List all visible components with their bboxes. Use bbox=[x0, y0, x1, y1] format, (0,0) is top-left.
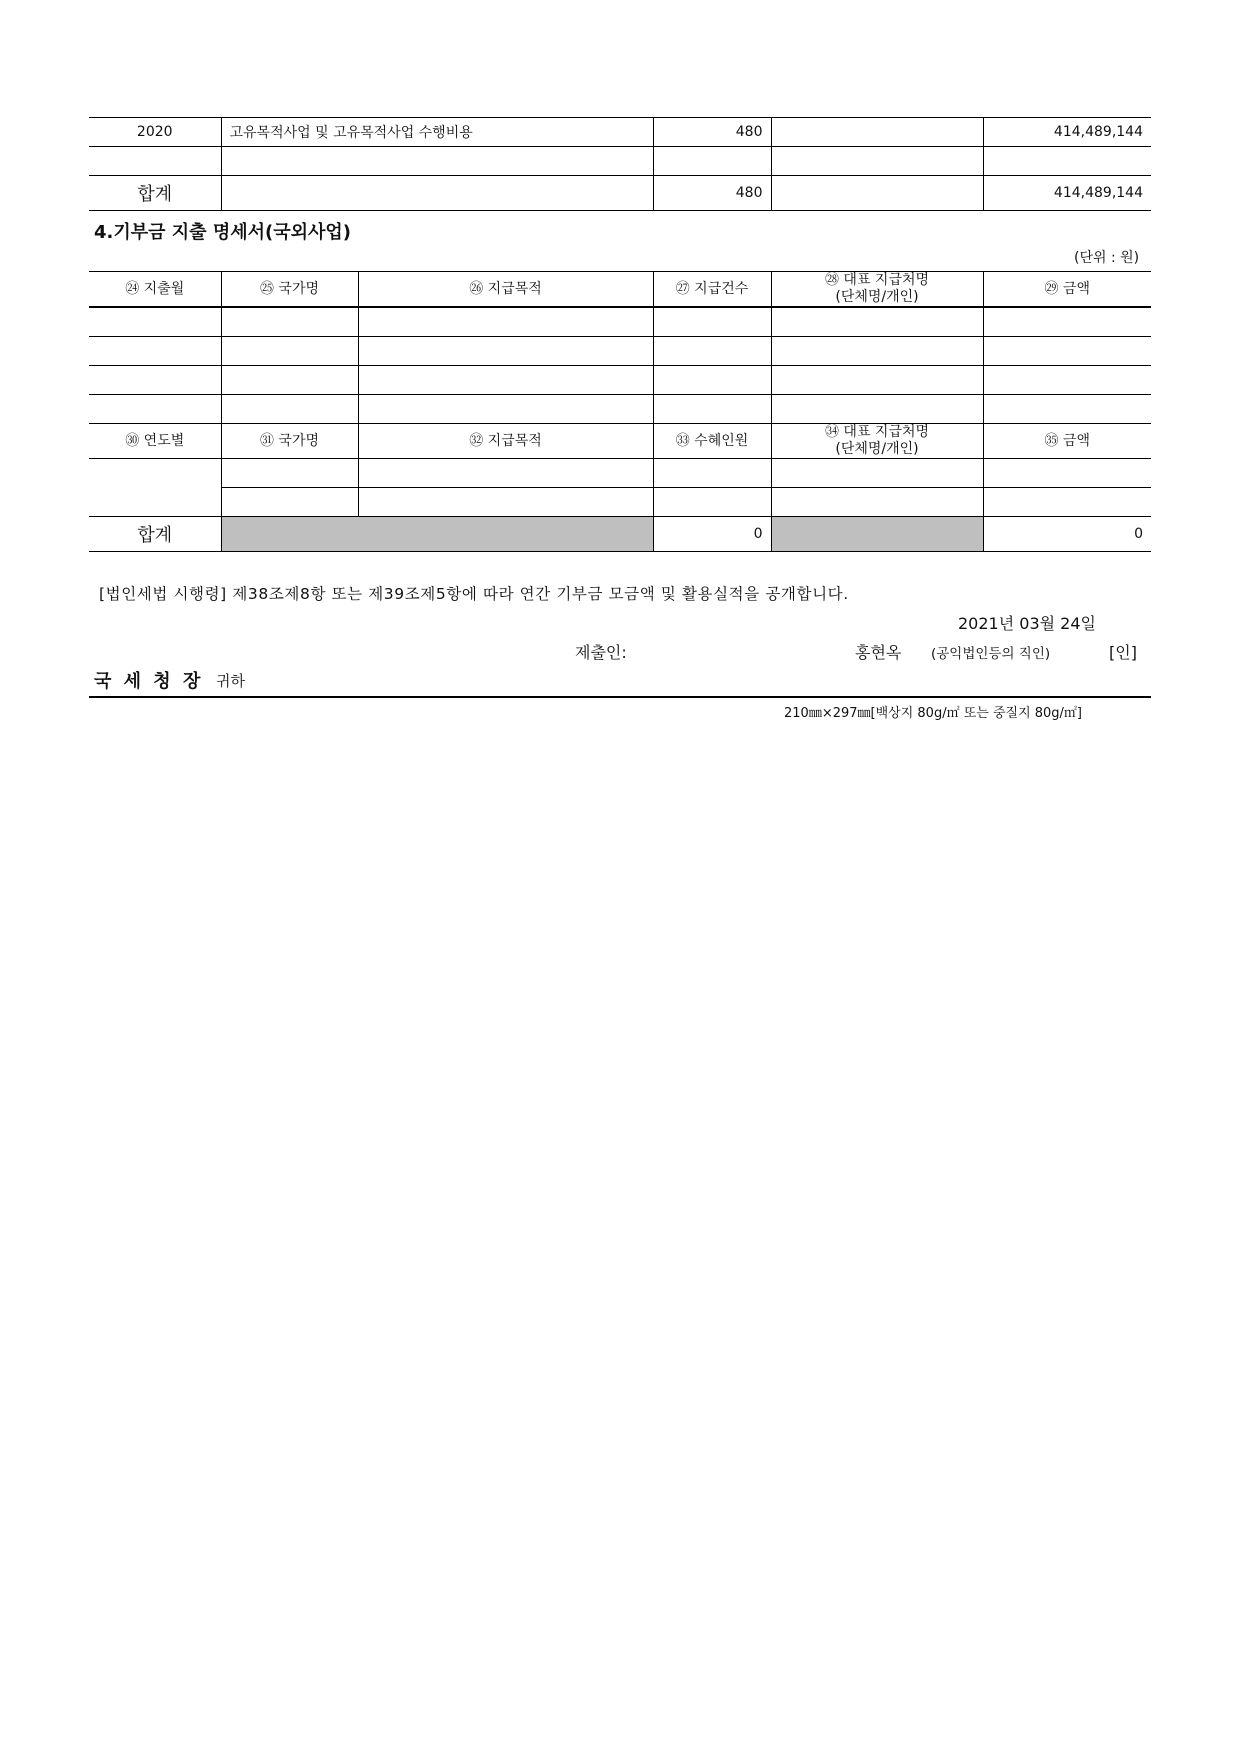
count-cell: 480 bbox=[653, 118, 771, 147]
beneficiaries-header: ㉝ 수혜인원 bbox=[653, 424, 771, 459]
country-header: ㉕ 국가명 bbox=[221, 272, 358, 308]
recipient: 국 세 청 장 bbox=[94, 671, 204, 692]
table-row bbox=[89, 366, 1151, 395]
month-header: ㉔ 지출월 bbox=[89, 272, 221, 308]
table-row bbox=[89, 337, 1151, 366]
submitter-label: 제출인: bbox=[575, 643, 627, 662]
recipient-suffix: 귀하 bbox=[216, 672, 245, 690]
payee-header bbox=[771, 272, 983, 308]
shaded-cell bbox=[771, 517, 983, 552]
payee-cell bbox=[771, 118, 983, 147]
table-row bbox=[89, 488, 1151, 517]
seal-mark: [인] bbox=[1109, 643, 1137, 662]
total-label: 합계 bbox=[89, 176, 221, 211]
table-row bbox=[89, 307, 1151, 337]
purpose-header-2: ㉜ 지급목적 bbox=[358, 424, 653, 459]
year-cell: 2020 bbox=[89, 118, 221, 147]
legal-note: [법인세법 시행령] 제38조제8항 또는 제39조제5항에 따라 연간 기부금 모금액 및 활용실적을 공개합니다. bbox=[99, 585, 849, 603]
year-cell-merged bbox=[89, 459, 221, 517]
total-count: 0 bbox=[653, 517, 771, 552]
submission-date: 2021년 03월 24일 bbox=[958, 614, 1096, 633]
shaded-cell bbox=[221, 517, 653, 552]
amount-header: ㉙ 금액 bbox=[983, 272, 1151, 308]
paper-spec: 210㎜×297㎜[백상지 80g/㎡ 또는 중질지 80g/㎡] bbox=[784, 706, 1083, 721]
header-row-2 bbox=[89, 424, 1151, 459]
amount-cell: 414,489,144 bbox=[983, 118, 1151, 147]
total-amount: 414,489,144 bbox=[983, 176, 1151, 211]
year-header: ㉚ 연도별 bbox=[89, 424, 221, 459]
table-row bbox=[89, 395, 1151, 424]
domestic-summary-table bbox=[89, 117, 1151, 211]
header-row bbox=[89, 272, 1151, 308]
country-header-2: ㉛ 국가명 bbox=[221, 424, 358, 459]
count-header: ㉗ 지급건수 bbox=[653, 272, 771, 308]
submitter-name: 홍현옥 bbox=[855, 643, 902, 662]
submitter-role: (공익법인등의 직인) bbox=[931, 646, 1051, 662]
total-label: 합계 bbox=[89, 517, 221, 552]
table-row bbox=[89, 118, 1151, 147]
payee-header-line2: (단체명/개인) bbox=[835, 289, 919, 305]
bottom-divider bbox=[89, 696, 1151, 698]
total-amount: 0 bbox=[983, 517, 1151, 552]
unit-label: (단위 : 원) bbox=[1074, 250, 1140, 266]
purpose-header: ㉖ 지급목적 bbox=[358, 272, 653, 308]
total-row bbox=[89, 517, 1151, 552]
overseas-expense-table bbox=[89, 271, 1151, 552]
section-title: 4.기부금 지출 명세서(국외사업) bbox=[94, 222, 352, 243]
amount-header-2: ㉟ 금액 bbox=[983, 424, 1151, 459]
payee-header-2-line1: ㉞ 대표 지급처명 bbox=[824, 424, 930, 440]
total-row bbox=[89, 176, 1151, 211]
payee-header-2 bbox=[771, 424, 983, 459]
table-row bbox=[89, 459, 1151, 488]
payee-header-2-line2: (단체명/개인) bbox=[835, 441, 919, 457]
purpose-cell: 고유목적사업 및 고유목적사업 수행비용 bbox=[221, 118, 653, 147]
payee-header-line1: ㉘ 대표 지급처명 bbox=[824, 272, 930, 288]
table-row bbox=[89, 147, 1151, 176]
total-count: 480 bbox=[653, 176, 771, 211]
